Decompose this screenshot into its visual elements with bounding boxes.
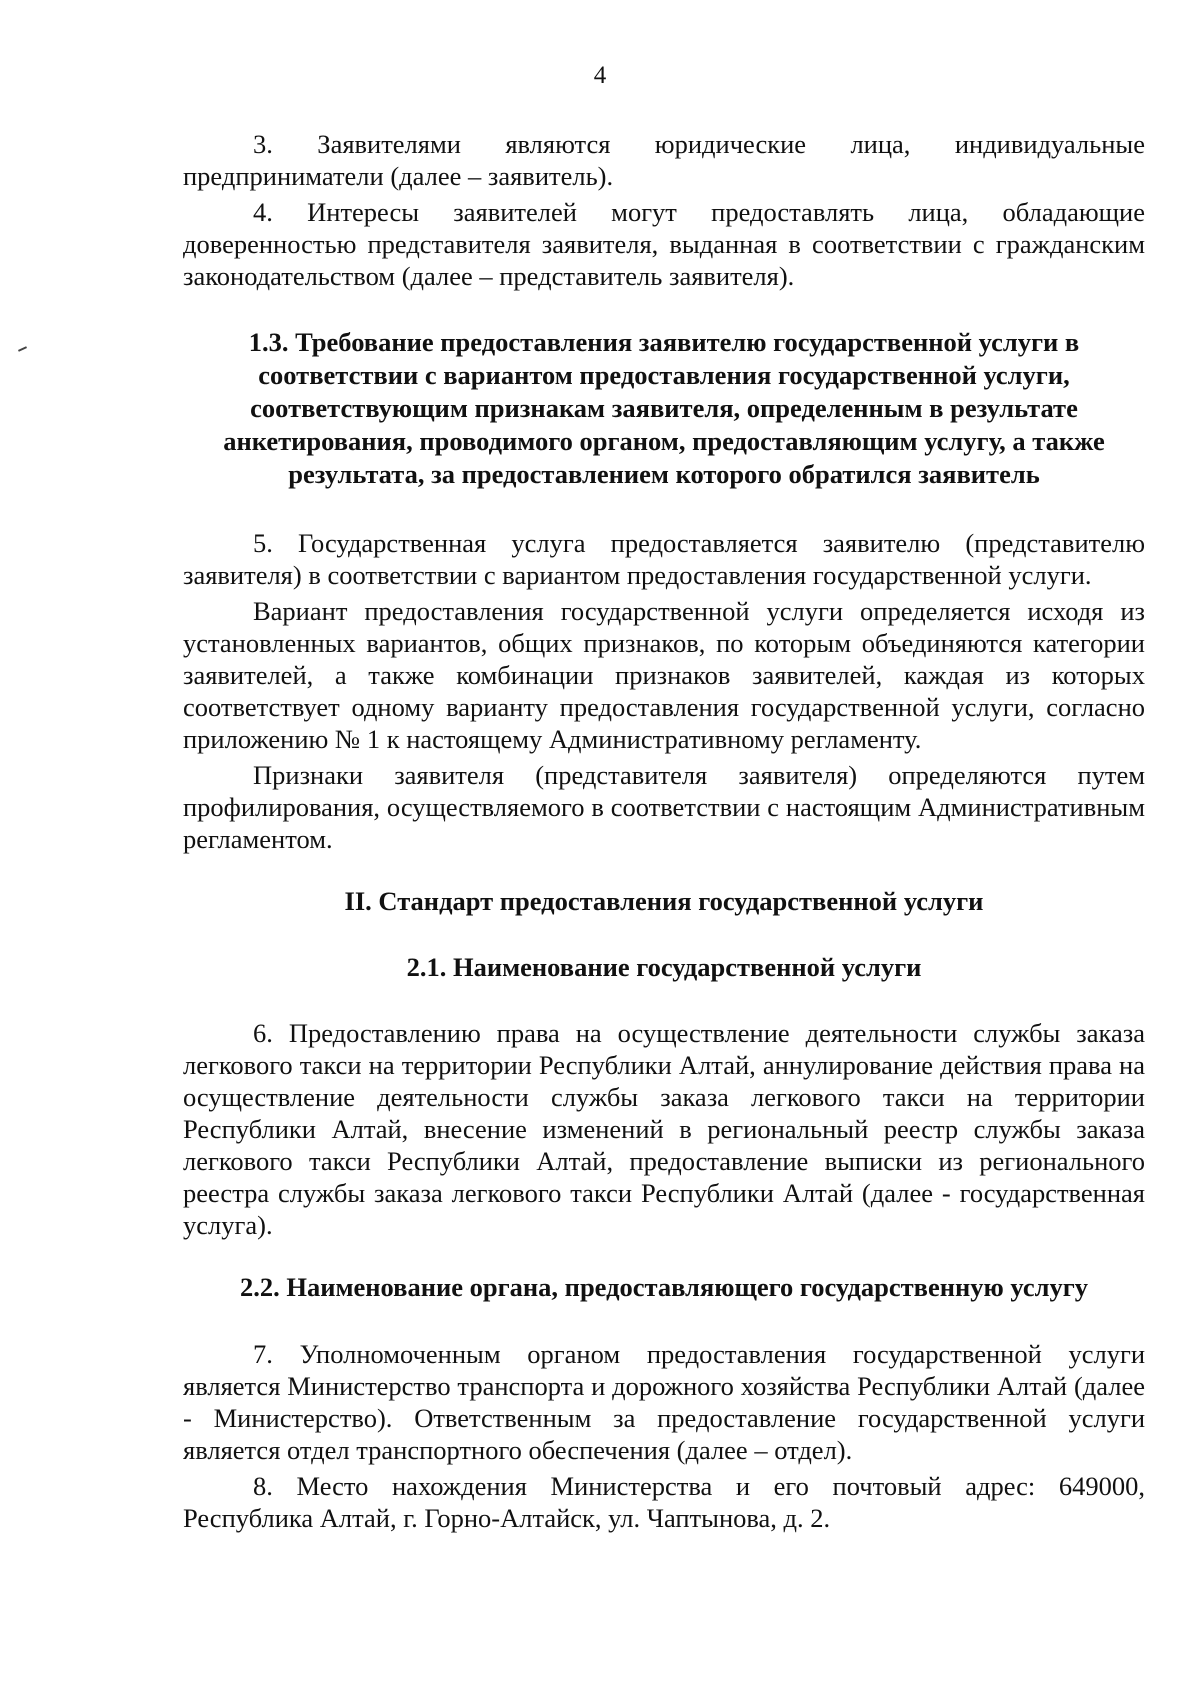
document-body	[183, 128, 1145, 1534]
paragraph-profiling: Признаки заявителя (представителя заявителя) определяются путем профилирования, осуществляемого в соответствии с настоящим Административным регламентом.	[183, 760, 1145, 854]
chapter-heading-II: II. Стандарт предоставления государственной услуги	[344, 886, 984, 916]
paragraph-6: 6. Предоставлению права на осуществление деятельности службы заказа легкового такси на территории Республики Алтай, аннулирование действия права на осуществление деятельности службы заказа легкового такси на территории Республики Алтай, внесение изменений в региональный реестр службы заказа легкового такси Республики Алтай, предоставление выписки из регионального реестра службы заказа легкового такси Республики Алтай (далее - государственная услуга).	[183, 1018, 1145, 1240]
paragraph-3: 3. Заявителями являются юридические лица, индивидуальные предприниматели (далее – заявитель).	[183, 129, 1145, 191]
paragraph-7: 7. Уполномоченным органом предоставления государственной услуги является Министерство транспорта и дорожного хозяйства Республики Алтай (далее - Министерство). Ответственным за предоставление государственной услуги является отдел транспортного обеспечения (далее – отдел).	[183, 1339, 1145, 1465]
margin-mark	[18, 346, 27, 352]
section-heading-2-1: 2.1. Наименование государственной услуги	[406, 952, 922, 982]
paragraph-variant: Вариант предоставления государственной услуги определяется исходя из установленных вариантов, общих признаков, по которым объединяются категории заявителей, а также комбинации признаков заявителей, каждая из которых соответствует одному варианту предоставления государственной услуги, согласно приложению № 1 к настоящему Административному регламенту.	[183, 596, 1145, 754]
page-number: 4	[593, 62, 607, 89]
paragraph-4: 4. Интересы заявителей могут предоставлять лица, обладающие доверенностью представителя заявителя, выданная в соответствии с гражданским законодательством (далее – представитель заявителя).	[183, 197, 1145, 291]
section-heading-2-2: 2.2. Наименование органа, предоставляющего государственную услугу	[239, 1272, 1089, 1302]
paragraph-8: 8. Место нахождения Министерства и его почтовый адрес: 649000, Республика Алтай, г. Горно-Алтайск, ул. Чаптынова, д. 2.	[183, 1471, 1145, 1533]
section-heading-1-3: 1.3. Требование предоставления заявителю государственной услуги в соответствии с вариантом предоставления государственной услуги, соответствующим признакам заявителя, определенным в результате анкетирования, проводимого органом, предоставляющим услугу, а также результата, за предоставлением которого обратился заявитель	[223, 327, 1105, 489]
paragraph-5: 5. Государственная услуга предоставляется заявителю (представителю заявителя) в соответствии с вариантом предоставления государственной услуги.	[183, 528, 1145, 590]
